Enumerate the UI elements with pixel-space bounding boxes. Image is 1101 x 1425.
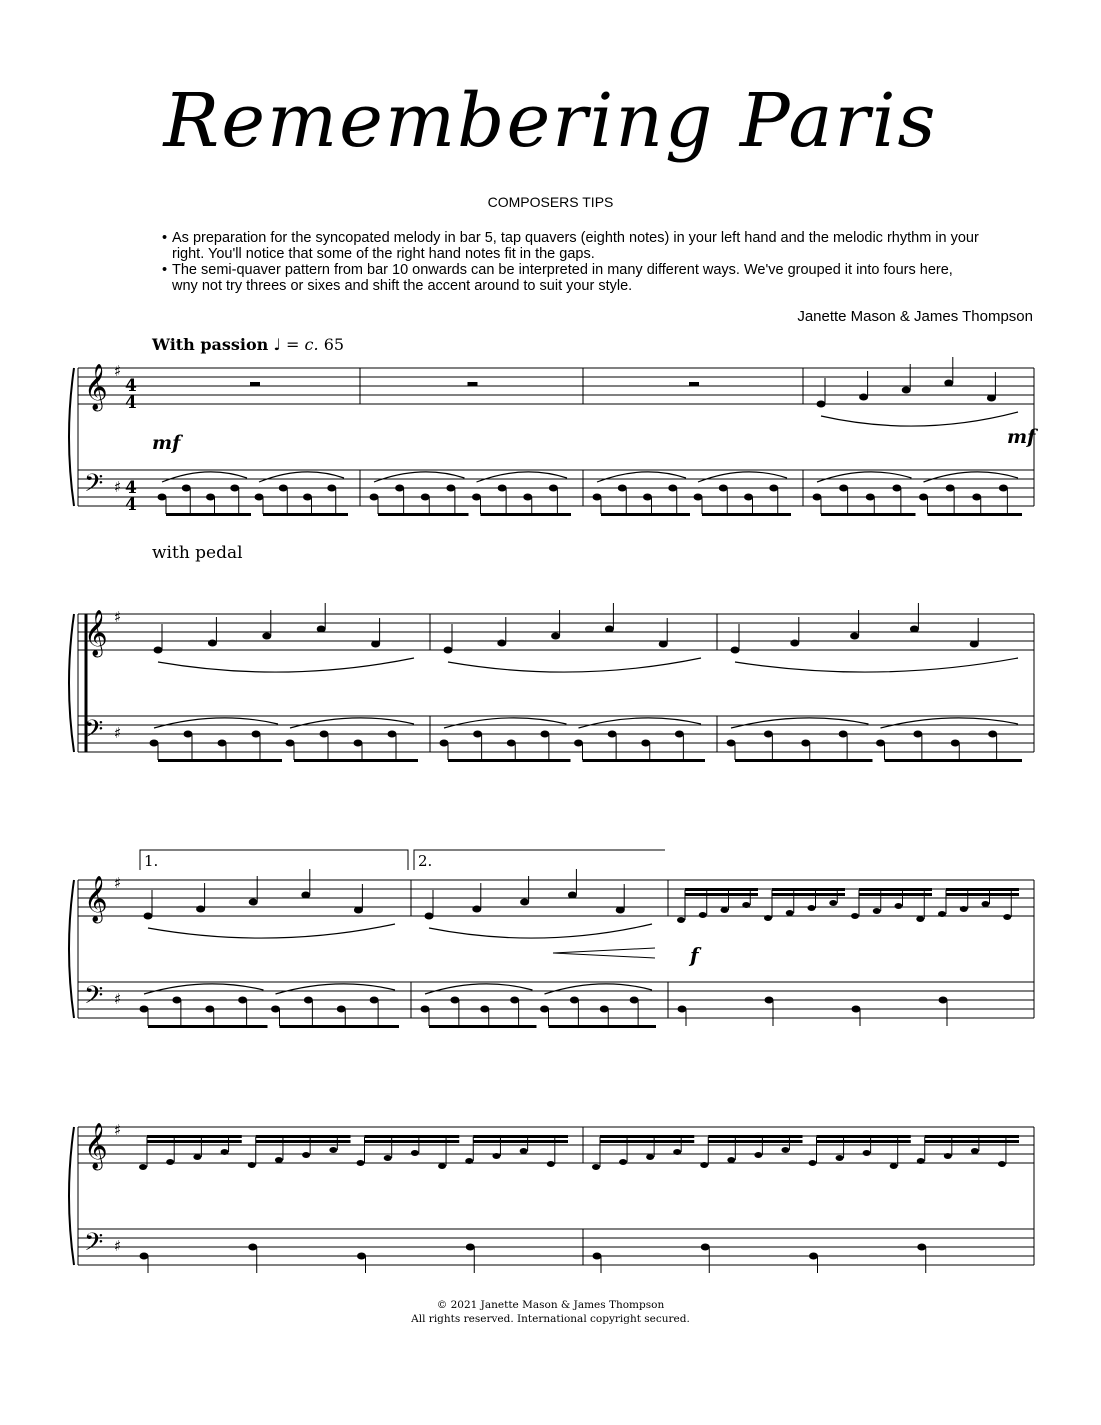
treble-note-head — [742, 902, 750, 908]
note-beam — [294, 759, 418, 762]
bass-note-head — [172, 997, 181, 1004]
treble-note-head — [987, 395, 996, 402]
bass-note-head — [913, 731, 922, 738]
tempo-equals: = — [286, 335, 300, 354]
treble-note-head — [592, 1164, 600, 1170]
note-beam — [256, 1140, 351, 1143]
bass-note-head — [988, 731, 997, 738]
note-beam — [928, 513, 1023, 516]
bass-note-head — [440, 740, 449, 747]
treble-note-head — [329, 1147, 337, 1153]
volta-bracket-first — [140, 850, 408, 870]
quarter-note-icon: ♩ — [273, 335, 281, 354]
slur — [735, 658, 1018, 672]
slur — [444, 718, 567, 728]
whole-rest — [689, 382, 699, 386]
slur — [545, 984, 653, 994]
bass-note-head — [498, 485, 507, 492]
slur — [429, 924, 652, 938]
bass-note-head — [801, 740, 810, 747]
treble-note-head — [917, 1158, 925, 1164]
note-beam — [817, 1140, 911, 1143]
bass-note-head — [951, 740, 960, 747]
treble-note-head — [790, 640, 799, 647]
bass-note-head — [248, 1244, 257, 1251]
bass-clef-icon: 𝄢 — [84, 715, 104, 750]
note-beam — [821, 513, 916, 516]
bass-note-head — [327, 485, 336, 492]
bass-note-head — [892, 485, 901, 492]
bass-note-head — [618, 485, 627, 492]
treble-clef-icon: 𝄞 — [84, 364, 108, 410]
note-beam — [147, 1140, 242, 1143]
treble-note-head — [154, 647, 163, 654]
bass-note-head — [472, 494, 481, 501]
dynamic-mf: mf — [1007, 426, 1036, 448]
bass-note-head — [271, 1006, 280, 1013]
bass-note-head — [421, 1006, 430, 1013]
bass-note-head — [600, 1006, 609, 1013]
note-beam — [925, 1140, 1019, 1143]
treble-note-head — [754, 1152, 762, 1158]
whole-rest — [468, 382, 478, 386]
treble-note-head — [659, 641, 668, 648]
slur — [425, 984, 533, 994]
treble-note-head — [1003, 914, 1011, 920]
piece-title: Remembering Paris — [163, 78, 938, 164]
bass-note-head — [370, 997, 379, 1004]
time-signature-top: 4 — [125, 478, 137, 498]
treble-note-head — [873, 908, 881, 914]
bass-note-head — [140, 1006, 149, 1013]
volta-first-label: 1. — [144, 852, 159, 870]
treble-note-head — [938, 911, 946, 917]
treble-note-head — [208, 640, 217, 647]
bass-note-head — [421, 494, 430, 501]
bass-note-head — [395, 485, 404, 492]
treble-note-head — [677, 917, 685, 923]
bass-note-head — [230, 485, 239, 492]
note-beam — [600, 1140, 694, 1143]
sharp-icon: ♯ — [114, 724, 122, 742]
time-signature-bottom: 4 — [125, 393, 137, 413]
note-beam — [817, 1135, 911, 1138]
slur — [579, 718, 702, 728]
bass-clef-icon: 𝄢 — [84, 981, 104, 1016]
treble-note-head — [619, 1159, 627, 1165]
treble-note-head — [731, 647, 740, 654]
note-beam — [148, 1025, 268, 1028]
treble-note-head — [982, 901, 990, 907]
treble-note-head — [960, 906, 968, 912]
bass-note-head — [354, 740, 363, 747]
treble-note-head — [721, 907, 729, 913]
tempo-approx: c. — [304, 335, 319, 354]
treble-note-head — [970, 641, 979, 648]
composer-credit: Janette Mason & James Thompson — [797, 308, 1033, 325]
slur — [821, 412, 1018, 426]
bass-note-head — [510, 997, 519, 1004]
bass-clef-icon: 𝄢 — [84, 1228, 104, 1263]
note-beam — [708, 1135, 802, 1138]
sharp-icon: ♯ — [114, 478, 122, 496]
bass-note-head — [946, 485, 955, 492]
sharp-icon: ♯ — [114, 874, 122, 892]
treble-note-head — [317, 626, 326, 633]
bass-note-head — [279, 485, 288, 492]
note-beam — [365, 1135, 460, 1138]
note-beam — [859, 888, 932, 891]
bass-note-head — [719, 485, 728, 492]
bass-note-head — [972, 494, 981, 501]
treble-note-head — [786, 910, 794, 916]
bass-note-head — [370, 494, 379, 501]
bass-note-head — [675, 731, 684, 738]
treble-note-head — [890, 1163, 898, 1169]
treble-note-head — [829, 900, 837, 906]
treble-note-head — [492, 1153, 500, 1159]
treble-note-head — [144, 913, 153, 920]
treble-note-head — [851, 913, 859, 919]
treble-note-head — [727, 1157, 735, 1163]
bass-note-head — [678, 1006, 687, 1013]
whole-rest — [250, 382, 260, 386]
slur — [276, 984, 396, 994]
tips-heading: COMPOSERS TIPS — [487, 194, 614, 210]
bass-note-head — [593, 494, 602, 501]
slur — [290, 718, 414, 728]
brace-icon — [69, 1127, 74, 1265]
slur — [259, 472, 344, 482]
note-beam — [280, 1025, 400, 1028]
treble-note-head — [808, 905, 816, 911]
bass-note-head — [919, 494, 928, 501]
note-beam — [473, 1135, 568, 1138]
treble-note-head — [568, 892, 577, 899]
bass-note-head — [694, 494, 703, 501]
treble-note-head — [551, 633, 560, 640]
bass-note-head — [839, 485, 848, 492]
bass-note-head — [182, 485, 191, 492]
bass-note-head — [839, 731, 848, 738]
tip-item: • As preparation for the syncopated melody in bar 5, tap quavers (eighth notes) in your left hand and the melodic rhythm in your right. You'll notice that some of the right hand notes fit in the gaps. — [162, 230, 979, 262]
treble-note-head — [465, 1158, 473, 1164]
treble-note-head — [673, 1149, 681, 1155]
treble-note-head — [998, 1161, 1006, 1167]
copyright-line: © 2021 Janette Mason & James Thompson — [436, 1299, 665, 1311]
bass-note-head — [917, 1244, 926, 1251]
treble-note-head — [166, 1159, 174, 1165]
slur — [924, 472, 1019, 482]
tip-item: • The semi-quaver pattern from bar 10 onwards can be interpreted in many different ways. We've grouped it into fours here, wny not try threes or sixes and shift the accent around to suit your style. — [162, 262, 953, 294]
note-beam — [378, 513, 469, 516]
treble-clef-icon: 𝄞 — [84, 610, 108, 656]
treble-note-head — [764, 915, 772, 921]
time-signature-top: 4 — [125, 376, 137, 396]
treble-note-head — [262, 633, 271, 640]
slur — [144, 984, 264, 994]
brace-icon — [69, 880, 74, 1018]
note-beam — [147, 1135, 242, 1138]
bass-note-head — [643, 494, 652, 501]
treble-note-head — [547, 1161, 555, 1167]
bass-note-head — [218, 740, 227, 747]
treble-note-head — [520, 899, 529, 906]
treble-note-head — [859, 394, 868, 401]
treble-note-head — [895, 903, 903, 909]
treble-clef-icon: 𝄞 — [84, 876, 108, 922]
crescendo-hairpin — [553, 948, 655, 958]
bass-note-head — [140, 1253, 149, 1260]
treble-note-head — [699, 912, 707, 918]
bullet-icon: • — [162, 230, 168, 246]
sharp-icon: ♯ — [114, 990, 122, 1008]
slur — [477, 472, 568, 482]
treble-note-head — [971, 1148, 979, 1154]
brace-icon — [69, 614, 74, 752]
bass-note-head — [205, 1006, 214, 1013]
note-beam — [772, 893, 845, 896]
treble-note-head — [196, 906, 205, 913]
treble-note-head — [193, 1154, 201, 1160]
bass-note-head — [727, 740, 736, 747]
note-beam — [601, 513, 690, 516]
bass-note-head — [608, 731, 617, 738]
bass-note-head — [540, 1006, 549, 1013]
bass-note-head — [255, 494, 264, 501]
note-beam — [166, 513, 251, 516]
treble-note-head — [616, 907, 625, 914]
note-beam — [859, 893, 932, 896]
sharp-icon: ♯ — [114, 362, 122, 380]
treble-note-head — [944, 1153, 952, 1159]
note-beam — [946, 888, 1019, 891]
bass-note-head — [337, 1006, 346, 1013]
treble-note-head — [354, 907, 363, 914]
note-beam — [708, 1140, 802, 1143]
treble-note-head — [781, 1147, 789, 1153]
slur — [731, 718, 869, 728]
brace-icon — [69, 368, 74, 506]
treble-note-head — [472, 906, 481, 913]
bass-note-head — [206, 494, 215, 501]
treble-note-head — [357, 1160, 365, 1166]
treble-note-head — [444, 647, 453, 654]
bullet-icon: • — [162, 262, 168, 278]
bass-note-head — [252, 731, 261, 738]
treble-note-head — [817, 401, 826, 408]
bass-note-head — [866, 494, 875, 501]
treble-note-head — [863, 1150, 871, 1156]
bass-note-head — [540, 731, 549, 738]
treble-note-head — [902, 387, 911, 394]
treble-note-head — [302, 1152, 310, 1158]
volta-second-label: 2. — [418, 852, 433, 870]
bass-note-head — [320, 731, 329, 738]
note-beam — [685, 888, 758, 891]
note-beam — [735, 759, 873, 762]
slur — [158, 658, 414, 672]
bass-note-head — [593, 1253, 602, 1260]
note-beam — [772, 888, 845, 891]
bass-note-head — [150, 740, 159, 747]
bass-note-head — [466, 1244, 475, 1251]
treble-note-head — [605, 626, 614, 633]
treble-note-head — [700, 1162, 708, 1168]
dynamic-f: f — [690, 943, 699, 967]
note-beam — [702, 513, 791, 516]
treble-note-head — [249, 899, 258, 906]
bass-note-head — [473, 731, 482, 738]
treble-note-head — [221, 1149, 229, 1155]
bass-note-head — [701, 1244, 710, 1251]
note-beam — [448, 759, 571, 762]
bass-note-head — [304, 997, 313, 1004]
treble-note-head — [916, 916, 924, 922]
note-beam — [158, 759, 282, 762]
note-beam — [946, 893, 1019, 896]
bass-note-head — [809, 1253, 818, 1260]
note-beam — [429, 1025, 537, 1028]
bass-note-head — [523, 494, 532, 501]
bass-note-head — [630, 997, 639, 1004]
treble-note-head — [301, 892, 310, 899]
volta-bracket-second — [414, 850, 665, 870]
bass-note-head — [507, 740, 516, 747]
bass-note-head — [813, 494, 822, 501]
note-beam — [256, 1135, 351, 1138]
treble-note-head — [497, 640, 506, 647]
slur — [817, 472, 912, 482]
note-beam — [685, 893, 758, 896]
slur — [881, 718, 1019, 728]
note-beam — [473, 1140, 568, 1143]
treble-clef-icon: 𝄞 — [84, 1123, 108, 1169]
treble-note-head — [520, 1148, 528, 1154]
treble-note-head — [944, 380, 953, 387]
bass-note-head — [769, 485, 778, 492]
note-beam — [583, 759, 706, 762]
tempo-bpm: 65 — [323, 335, 345, 354]
note-beam — [600, 1135, 694, 1138]
treble-note-head — [836, 1155, 844, 1161]
bass-note-head — [570, 997, 579, 1004]
note-beam — [263, 513, 348, 516]
tempo-label: With passion — [152, 335, 269, 354]
bass-note-head — [286, 740, 295, 747]
bass-note-head — [999, 485, 1008, 492]
slur — [154, 718, 278, 728]
sharp-icon: ♯ — [114, 1237, 122, 1255]
bass-note-head — [876, 740, 885, 747]
note-beam — [885, 759, 1023, 762]
bass-note-head — [238, 997, 247, 1004]
bass-note-head — [939, 997, 948, 1004]
slur — [162, 472, 247, 482]
slur — [597, 472, 686, 482]
treble-note-head — [809, 1160, 817, 1166]
dynamic-mf: mf — [152, 432, 181, 454]
treble-note-head — [411, 1150, 419, 1156]
note-beam — [925, 1135, 1019, 1138]
treble-note-head — [646, 1154, 654, 1160]
treble-note-head — [275, 1157, 283, 1163]
pedal-marking: with pedal — [152, 543, 243, 563]
slur — [448, 658, 701, 672]
bass-note-head — [549, 485, 558, 492]
slur — [374, 472, 465, 482]
sharp-icon: ♯ — [114, 1121, 122, 1139]
bass-note-head — [852, 1006, 861, 1013]
copyright-footer — [0, 1298, 1101, 1326]
note-beam — [549, 1025, 657, 1028]
treble-note-head — [371, 641, 380, 648]
bass-note-head — [744, 494, 753, 501]
bass-clef-icon: 𝄢 — [84, 469, 104, 504]
treble-note-head — [248, 1162, 256, 1168]
treble-note-head — [384, 1155, 392, 1161]
bass-note-head — [184, 731, 193, 738]
bass-note-head — [480, 1006, 489, 1013]
note-beam — [481, 513, 572, 516]
treble-note-head — [910, 626, 919, 633]
note-beam — [365, 1140, 460, 1143]
bass-note-head — [668, 485, 677, 492]
treble-note-head — [438, 1163, 446, 1169]
slur — [698, 472, 787, 482]
bass-note-head — [450, 997, 459, 1004]
bass-note-head — [764, 731, 773, 738]
time-signature-bottom: 4 — [125, 495, 137, 515]
bass-note-head — [303, 494, 312, 501]
bass-note-head — [158, 494, 167, 501]
rights-line: All rights reserved. International copyright secured. — [411, 1313, 690, 1325]
bass-note-head — [357, 1253, 366, 1260]
treble-note-head — [139, 1164, 147, 1170]
bass-note-head — [574, 740, 583, 747]
bass-note-head — [641, 740, 650, 747]
treble-note-head — [425, 913, 434, 920]
treble-note-head — [850, 633, 859, 640]
bass-note-head — [765, 997, 774, 1004]
sharp-icon: ♯ — [114, 608, 122, 626]
slur — [148, 924, 395, 938]
bass-note-head — [388, 731, 397, 738]
bass-note-head — [446, 485, 455, 492]
